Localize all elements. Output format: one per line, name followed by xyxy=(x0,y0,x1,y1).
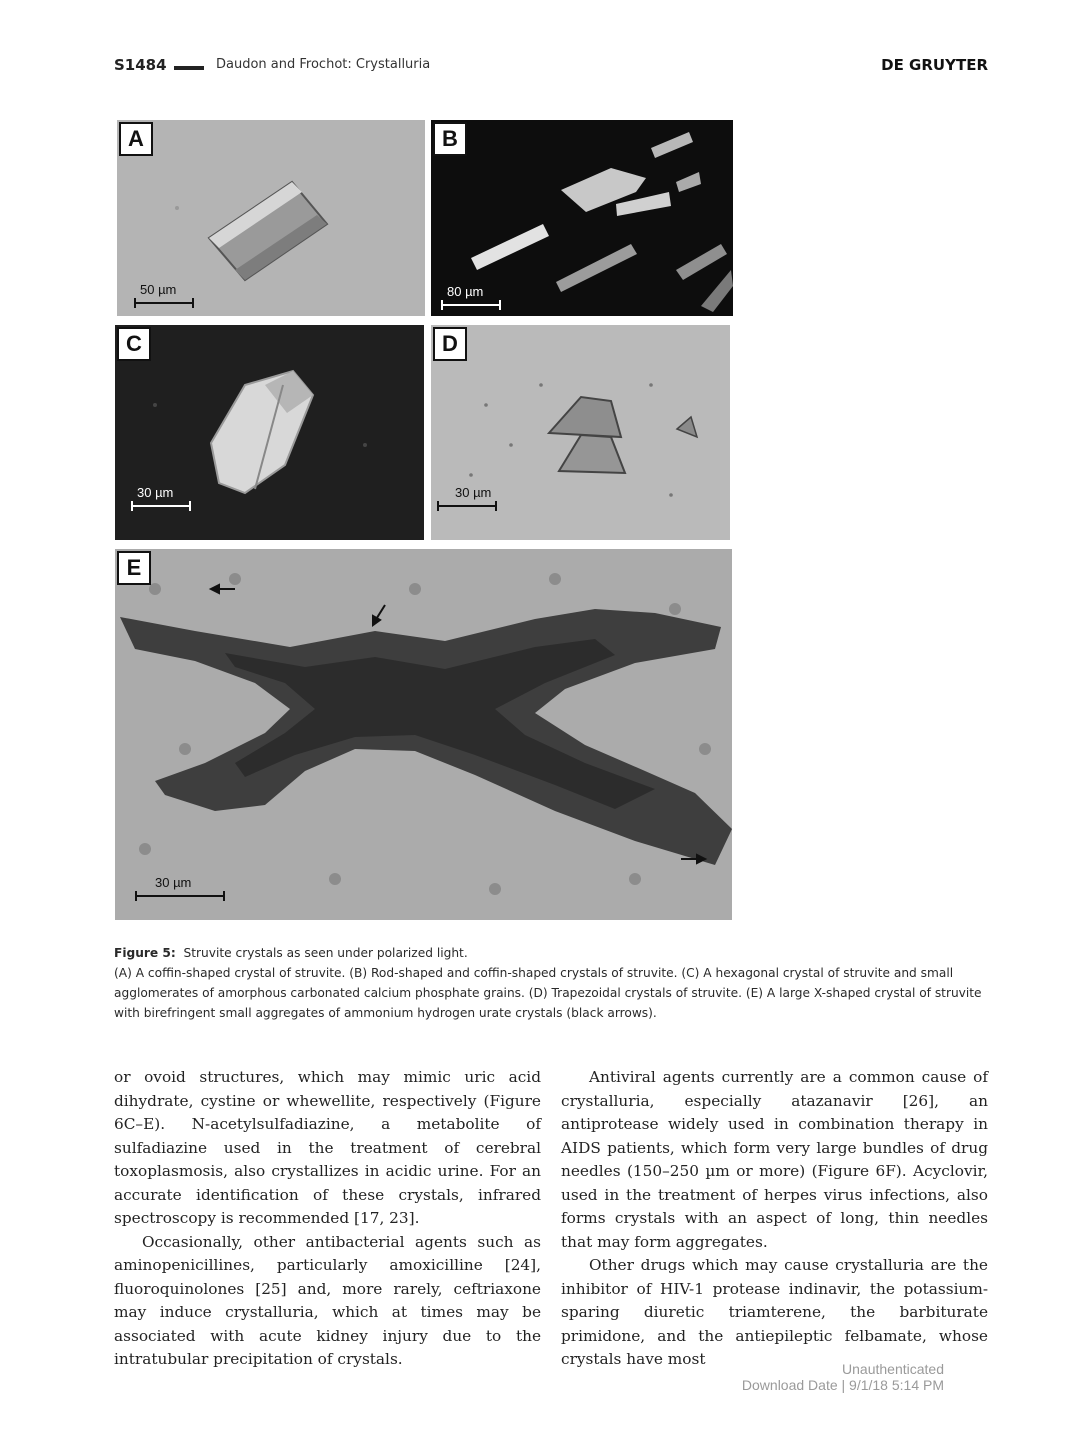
watermark-line-2: Download Date | 9/1/18 5:14 PM xyxy=(741,1377,944,1393)
panel-d xyxy=(431,325,730,540)
panel-d-scale-bar xyxy=(437,485,497,511)
caption-body: (A) A coffin-shaped crystal of struvite. (B) Rod-shaped and coffin-shaped crystals of struvite. (C) A hexagonal crystal of struvite and small agglomerates of amorphous carbonated calcium phosphate grains. (D) Trapezoidal crystals of struvite. (E) A large X-shaped crystal of struvite with birefringent small aggregates of ammonium hydrogen urate crystals (black arrows). xyxy=(114,966,982,1020)
caption-label: Figure 5: xyxy=(114,946,176,960)
panel-a xyxy=(117,120,425,316)
figure-caption xyxy=(114,943,984,1023)
body-column-left xyxy=(114,1066,541,1372)
panel-b-scale-text: 80 µm xyxy=(447,284,484,299)
panel-c-scale-bar xyxy=(131,485,191,511)
panel-c xyxy=(115,325,424,540)
panel-e-scale-text: 30 µm xyxy=(155,875,192,890)
running-header xyxy=(114,56,988,80)
panel-e-label: E xyxy=(117,551,151,585)
panel-e-micrograph xyxy=(115,549,732,920)
running-title: Daudon and Frochot: Crystalluria xyxy=(216,57,431,72)
caption-title: Struvite crystals as seen under polarized light. xyxy=(183,946,468,960)
panel-b-label: B xyxy=(433,122,467,156)
body-column-right xyxy=(561,1066,988,1372)
page-number: S1484 xyxy=(114,56,167,74)
header-rule xyxy=(174,66,204,70)
paragraph: Occasionally, other antibacterial agents such as aminopenicillines, particularly amoxicilline [24], fluoroquinolones [25] and, more rarely, ceftriaxone may induce crystalluria, which at times may be associated with acute kidney injury due to the intratubular precipitation of crystals. xyxy=(114,1232,541,1368)
caption-heading xyxy=(114,943,984,963)
panel-a-label: A xyxy=(119,122,153,156)
panel-b xyxy=(431,120,733,316)
panel-c-scale-text: 30 µm xyxy=(137,485,174,500)
panel-e xyxy=(115,549,732,920)
panel-d-label: D xyxy=(433,327,467,361)
panel-a-scale-text: 50 µm xyxy=(140,282,177,297)
panel-d-scale-text: 30 µm xyxy=(455,485,492,500)
paragraph: Other drugs which may cause crystalluria are the inhibitor of HIV-1 protease indinavir, the potassium-sparing diuretic triamterene, the barbiturate primidone, and the antiepileptic felbamate, whose crystals have most xyxy=(561,1256,988,1368)
paragraph: Antiviral agents currently are a common cause of crystalluria, especially atazanavir [26], an antiprotease widely used in combination therapy in AIDS patients, which form very large bundles of drug needles (150–250 µm or more) (Figure 6F). Acyclovir, used in the treatment of herpes virus infections, also forms crystals with an aspect of long, thin needles that may form aggregates. xyxy=(561,1068,988,1251)
download-watermark xyxy=(742,1361,944,1393)
panel-a-scale-bar xyxy=(134,282,194,308)
watermark-line-1: Unauthenticated xyxy=(842,1361,944,1377)
paragraph: or ovoid structures, which may mimic uric acid dihydrate, cystine or whewellite, respectively (Figure 6C–E). N-acetylsulfadiazine, a metabolite of sulfadiazine used in the treatment of cerebral toxoplasmosis, also crystallizes in acidic urine. For an accurate identification of these crystals, infrared spectroscopy is recommended [17, 23]. xyxy=(114,1068,541,1227)
panel-e-scale-bar xyxy=(135,875,225,901)
publisher-name: DE GRUYTER xyxy=(881,56,988,74)
panel-b-scale-bar xyxy=(441,284,501,310)
panel-c-label: C xyxy=(117,327,151,361)
